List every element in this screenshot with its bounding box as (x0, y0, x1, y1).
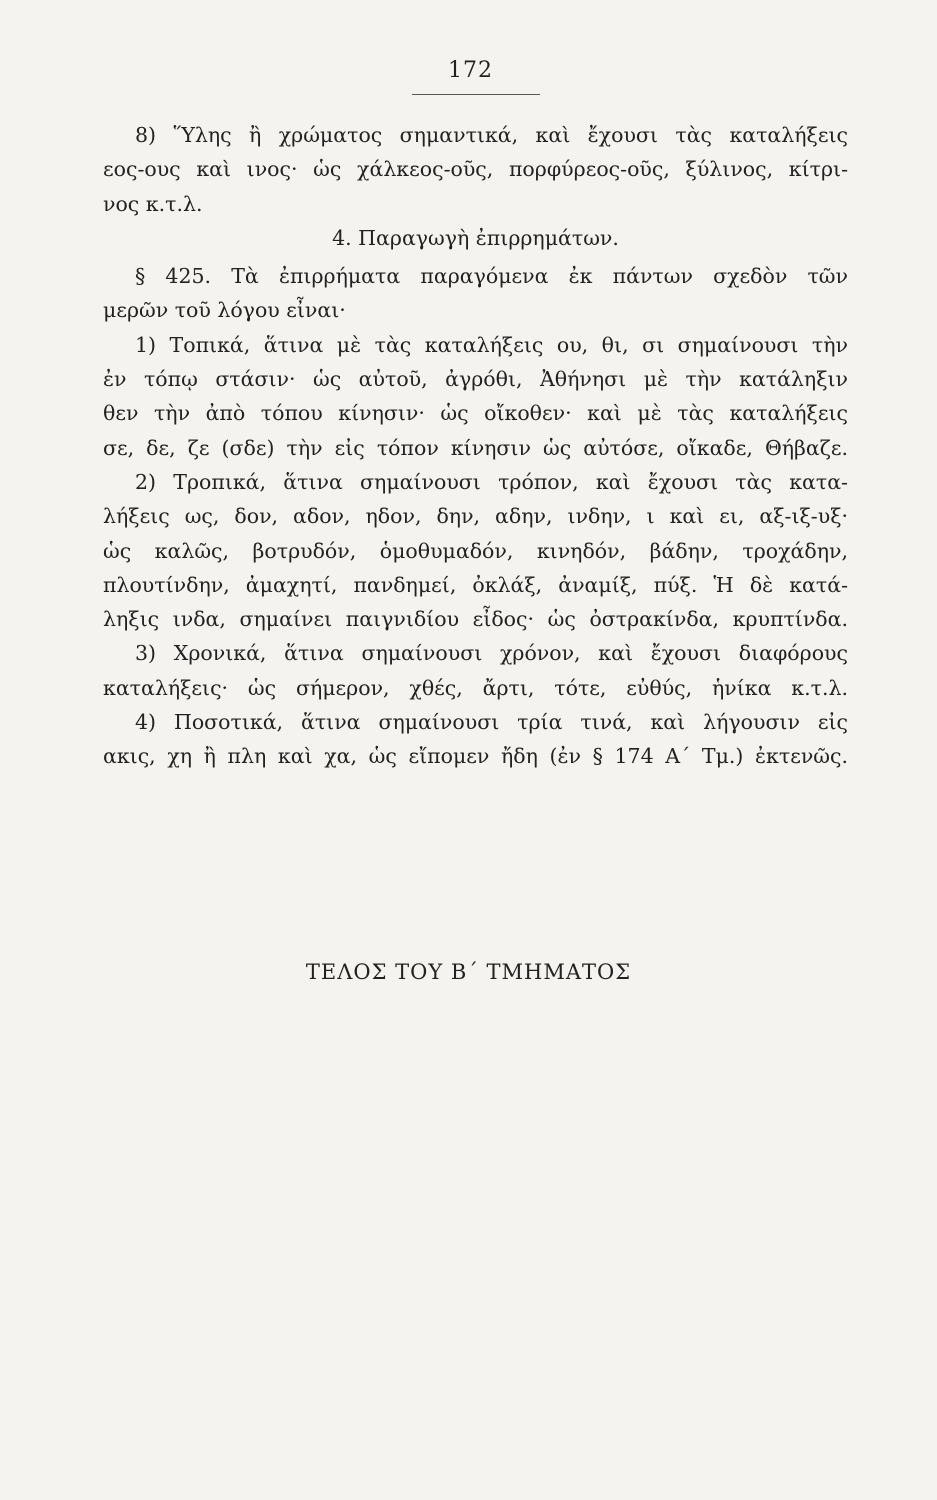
text-line: εος-ους καὶ ινος· ὡς χάλκεος-οῦς, πορφύρεος-οῦς, ξύλινος, κίτρι- (103, 157, 848, 182)
section-heading: 4. Παραγωγὴ ἐπιρρημάτων. (332, 225, 619, 250)
text-line: σε, δε, ζε (σδε) τὴν εἰς τόπον κίνησιν ὡς αὐτόσε, οἴκαδε, Θήβαζε. (103, 435, 848, 460)
body-text (103, 118, 848, 774)
text-line: ακις, χη ἢ πλη καὶ χα, ὡς εἴπομεν ἤδη (ἐν § 174 Α΄ Τμ.) ἐκτενῶς. (103, 744, 848, 769)
text-line: καταλήξεις· ὡς σήμερον, χθές, ἄρτι, τότε, εὐθύς, ἡνίκα κ.τ.λ. (103, 675, 848, 700)
text-line: 2) Τροπικά, ἅτινα σημαίνουσι τρόπον, καὶ ἔχουσι τὰς κατα- (135, 469, 848, 494)
text-line: θεν τὴν ἀπὸ τόπου κίνησιν· ὡς οἴκοθεν· καὶ μὲ τὰς καταλήξεις (103, 401, 848, 426)
text-line: νος κ.τ.λ. (103, 191, 203, 216)
header-rule (412, 94, 540, 95)
text-line: ὡς καλῶς, βοτρυδόν, ὁμοθυμαδόν, κινηδόν, βάδην, τροχάδην, (103, 538, 848, 563)
text-line: 8) Ὕλης ἢ χρώματος σημαντικά, καὶ ἔχουσι τὰς καταλήξεις (135, 123, 848, 147)
text-line: μερῶν τοῦ λόγου εἶναι· (103, 298, 346, 323)
end-title: ΤΕΛΟΣ ΤΟΥ Β΄ ΤΜΗΜΑΤΟΣ (305, 960, 632, 984)
text-line: ἐν τόπῳ στάσιν· ὡς αὐτοῦ, ἀγρόθι, Ἀθήνησι μὲ τὴν κατάληξιν (103, 367, 848, 392)
text-line: § 425. Τὰ ἐπιρρήματα παραγόμενα ἐκ πάντων σχεδὸν τῶν (135, 264, 848, 289)
text-line: ληξις ινδα, σημαίνει παιγνιδίου εἶδος· ὡς ὀστρακίνδα, κρυπτίνδα. (103, 607, 848, 632)
page-number: 172 (448, 58, 493, 83)
text-line: πλουτίνδην, ἀμαχητί, πανδημεί, ὀκλάξ, ἀναμίξ, πύξ. Ἡ δὲ κατά- (103, 572, 848, 597)
text-line: 3) Χρονικά, ἅτινα σημαίνουσι χρόνον, καὶ ἔχουσι διαφόρους (135, 641, 848, 666)
text-line: 1) Τοπικά, ἅτινα μὲ τὰς καταλήξεις ου, θι, σι σημαίνουσι τὴν (135, 332, 848, 357)
text-line: λήξεις ως, δον, αδον, ηδον, δην, αδην, ινδην, ι καὶ ει, αξ-ιξ-υξ· (103, 504, 848, 529)
text-line: 4) Ποσοτικά, ἅτινα σημαίνουσι τρία τινά, καὶ λήγουσιν εἰς (135, 710, 848, 735)
